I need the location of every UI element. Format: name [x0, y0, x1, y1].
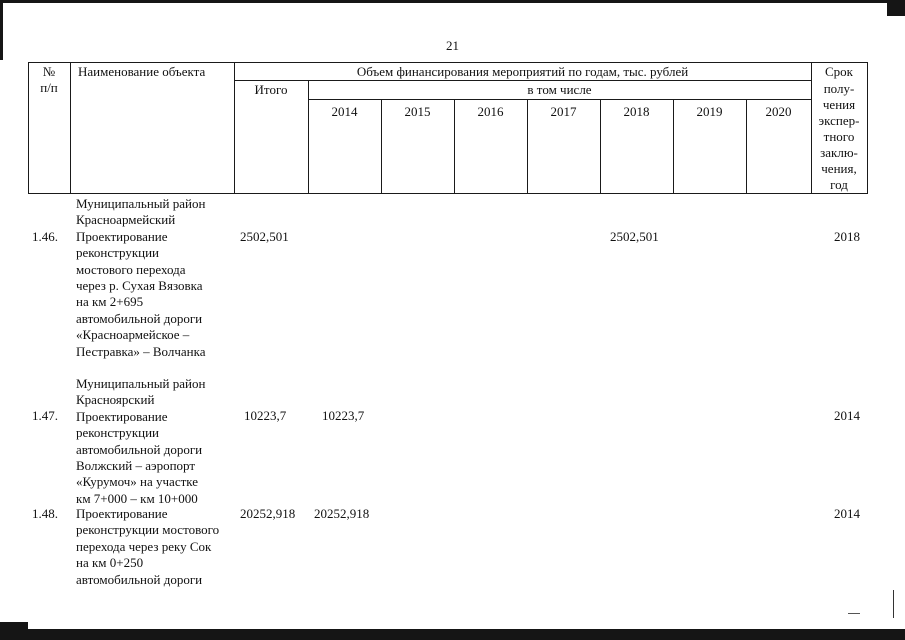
- header-funding: Объем финансирования мероприятий по годам, тыс. рублей: [356, 64, 689, 79]
- header-year: 2017: [550, 104, 577, 119]
- header-year: 2020: [765, 104, 792, 119]
- header-name: Наименование объекта: [78, 64, 206, 79]
- total-value: 2502,501: [240, 229, 289, 244]
- value-2018: 2502,501: [610, 229, 659, 244]
- page-number: 21: [446, 38, 459, 53]
- scan-mark: [848, 613, 860, 614]
- object-name: Муниципальный район Красноармейский Проектирование реконструкции мостового перехода через р. Сухая Вязовка на км 2+695 автомобильной дороги «Красноармейское – Пестравка» – Волчанка: [76, 196, 206, 359]
- header-num-sub: п/п: [40, 80, 58, 95]
- total-value: 20252,918: [240, 506, 296, 521]
- value-2014: 10223,7: [322, 408, 365, 423]
- header-year: 2019: [696, 104, 723, 119]
- header-year: 2016: [477, 104, 504, 119]
- header-year: 2015: [404, 104, 431, 119]
- header-including: в том числе: [527, 82, 592, 97]
- row-number: 1.46.: [32, 229, 58, 244]
- row-number: 1.47.: [32, 408, 58, 423]
- scan-edge-bottom: [0, 629, 905, 640]
- object-name: Проектирование реконструкции мостового перехода через реку Сок на км 0+250 автомобильной дороги: [76, 506, 220, 587]
- header-year: 2014: [331, 104, 358, 119]
- term-year: 2018: [834, 229, 860, 244]
- header-total: Итого: [254, 82, 288, 97]
- header-year: 2018: [623, 104, 650, 119]
- value-2014: 20252,918: [314, 506, 370, 521]
- total-value: 10223,7: [244, 408, 287, 423]
- header-num: №: [42, 64, 56, 79]
- scan-edge-corner: [887, 0, 905, 16]
- object-name: Муниципальный район Красноярский Проектирование реконструкции автомобильной дороги Волжский – аэропорт «Курумоч» на участке км 7+000 – км 10+000: [76, 376, 206, 506]
- term-year: 2014: [834, 506, 860, 521]
- scan-mark: [893, 590, 894, 618]
- scan-edge-top: [0, 0, 905, 3]
- term-year: 2014: [834, 408, 860, 423]
- row-number: 1.48.: [32, 506, 58, 521]
